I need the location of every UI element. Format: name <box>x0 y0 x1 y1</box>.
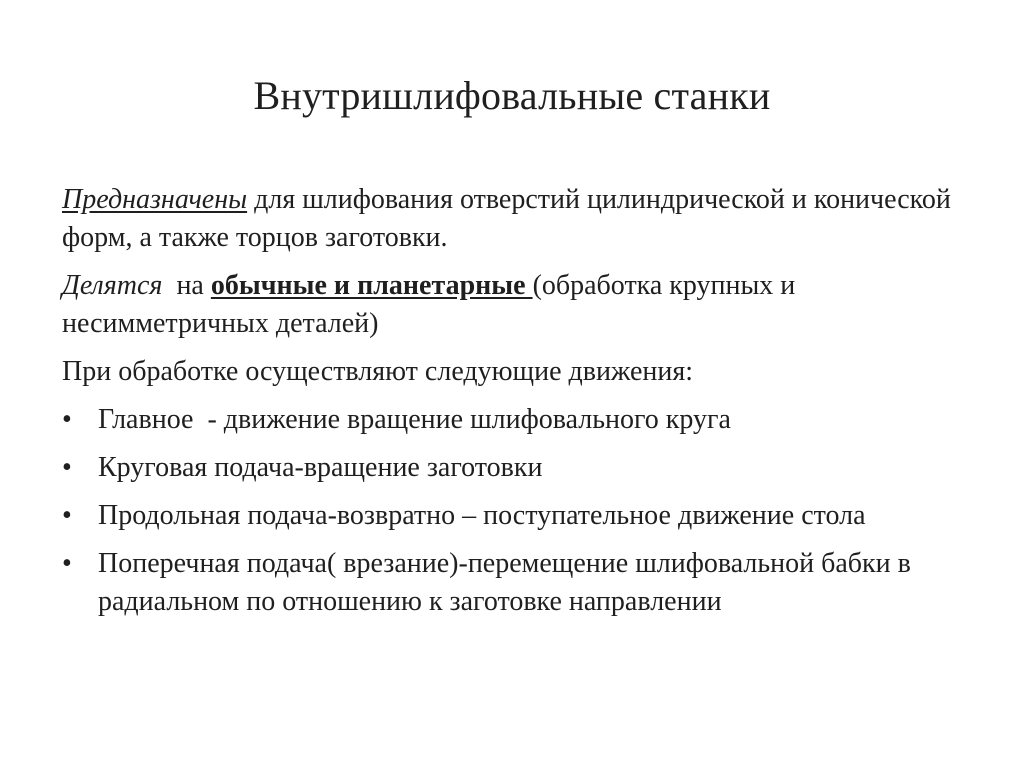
types-lead: Делятся <box>62 270 163 301</box>
list-item <box>62 449 982 487</box>
paragraph-types <box>62 267 982 343</box>
list-item <box>62 497 982 535</box>
slide-title: Внутришлифовальные станки <box>253 73 771 118</box>
purpose-lead: Предназначены <box>62 184 248 215</box>
types-text-a: на <box>162 270 211 301</box>
list-item <box>62 401 982 439</box>
list-item <box>62 545 982 621</box>
motions-list <box>62 401 982 621</box>
bullet-icon: • <box>62 404 72 435</box>
list-item-text: Круговая подача-вращение заготовки <box>98 452 543 483</box>
paragraph-purpose <box>62 181 982 257</box>
bullet-icon: • <box>62 548 72 579</box>
list-item-text: Поперечная подача( врезание)-перемещение шлифовальной бабки в радиальном по отношению к заготовке направлении <box>98 548 911 617</box>
slide-content <box>62 181 982 631</box>
types-bold: обычные и планетарные <box>210 270 533 301</box>
list-item-text: Продольная подача-возвратно – поступательное движение стола <box>98 500 866 531</box>
bullet-icon: • <box>62 452 72 483</box>
bullet-icon: • <box>62 500 72 531</box>
purpose-text: для шлифования отверстий цилиндрической и конической форм, а также торцов заготовки. <box>62 184 951 253</box>
list-item-text: Главное - движение вращение шлифовального круга <box>98 404 731 435</box>
paragraph-motions-intro: При обработке осуществляют следующие движения: <box>62 356 693 387</box>
types-text-b: (обработка крупных и несимметричных деталей) <box>62 270 796 339</box>
